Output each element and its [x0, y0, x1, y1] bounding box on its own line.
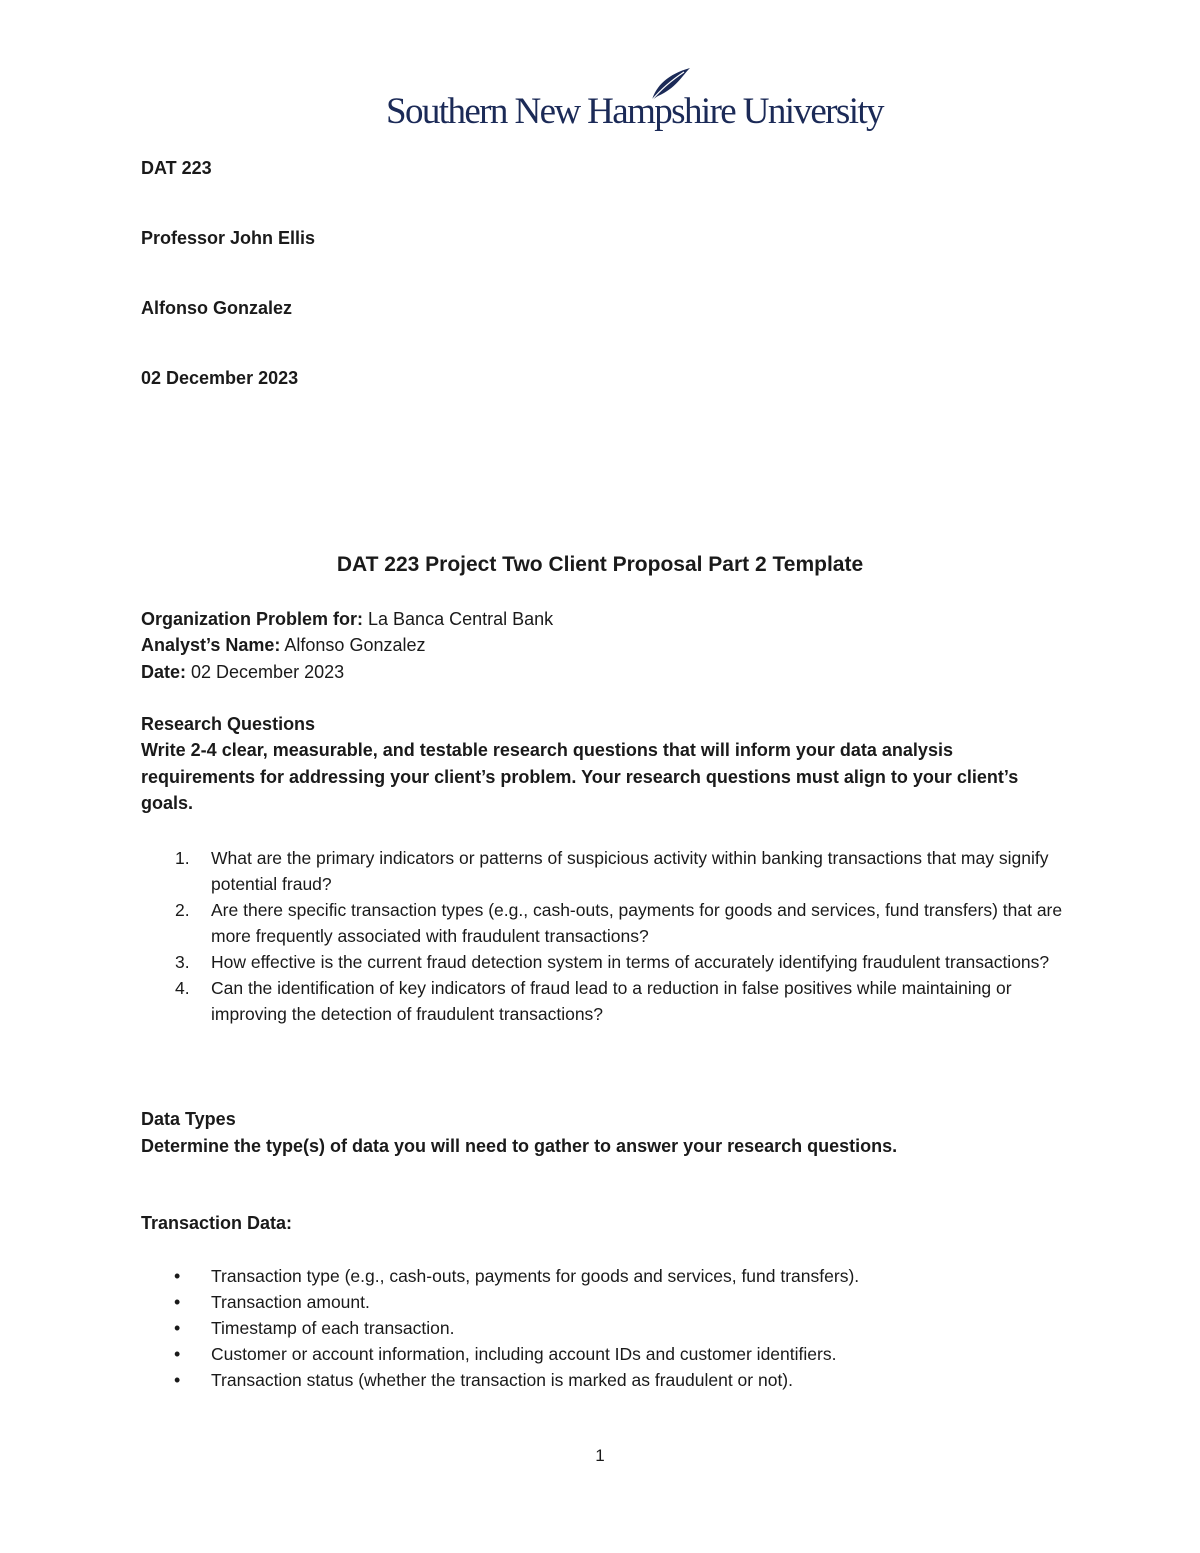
- list-item: [141, 1367, 1071, 1393]
- cover-date: 02 December 2023: [141, 368, 299, 388]
- list-item: [141, 975, 1071, 1027]
- meta-label: Organization Problem for:: [141, 609, 364, 629]
- list-item: [141, 897, 1071, 949]
- research-heading: Research Questions: [141, 714, 316, 734]
- list-item: [141, 1289, 1071, 1315]
- item-text: What are the primary indicators or patterns of suspicious activity within banking transactions that may signify potential fraud?: [211, 848, 1049, 894]
- meta-value: La Banca Central Bank: [363, 609, 554, 629]
- meta-value: Alfonso Gonzalez: [280, 635, 426, 655]
- meta-date: [141, 661, 344, 683]
- meta-organization: [141, 608, 553, 630]
- meta-analyst: [141, 634, 425, 656]
- item-text: Are there specific transaction types (e.g., cash-outs, payments for goods and services, fund transfers) that are more frequently associated with fraudulent transactions?: [211, 900, 1063, 946]
- bullet-icon: •: [174, 1344, 181, 1364]
- list-item: [141, 1341, 1071, 1367]
- list-item: [141, 949, 1071, 975]
- course-code: DAT 223: [141, 158, 212, 178]
- bullet-icon: •: [174, 1266, 181, 1286]
- student-name: Alfonso Gonzalez: [141, 298, 293, 318]
- meta-label: Analyst’s Name:: [141, 635, 281, 655]
- data-types-prompt: Determine the type(s) of data you will need to gather to answer your research questions.: [141, 1136, 898, 1156]
- bullet-icon: •: [174, 1318, 181, 1338]
- transaction-data-subheading: Transaction Data:: [141, 1213, 293, 1233]
- item-text: Customer or account information, including account IDs and customer identifiers.: [211, 1344, 837, 1364]
- meta-label: Date:: [141, 662, 187, 682]
- item-text: Can the identification of key indicators of fraud lead to a reduction in false positives while maintaining or improving the detection of fraudulent transactions?: [211, 978, 1012, 1024]
- university-logo: [386, 66, 883, 138]
- list-item: [141, 1315, 1071, 1341]
- item-text: How effective is the current fraud detection system in terms of accurately identifying fraudulent transactions?: [211, 952, 1050, 972]
- item-number: 4.: [175, 978, 190, 998]
- document-title: DAT 223 Project Two Client Proposal Part 2 Template: [336, 553, 864, 576]
- list-item: [141, 845, 1071, 897]
- research-questions-list: [141, 845, 1071, 1027]
- item-number: 2.: [175, 900, 190, 920]
- item-number: 1.: [175, 848, 190, 868]
- meta-value: 02 December 2023: [186, 662, 345, 682]
- bullet-icon: •: [174, 1292, 181, 1312]
- page-number: 1: [595, 1446, 605, 1465]
- item-text: Transaction type (e.g., cash-outs, payments for goods and services, fund transfers).: [211, 1266, 860, 1286]
- professor-name: Professor John Ellis: [141, 228, 316, 248]
- list-item: [141, 1263, 1071, 1289]
- item-text: Timestamp of each transaction.: [211, 1318, 455, 1338]
- item-text: Transaction amount.: [211, 1292, 370, 1312]
- bullet-icon: •: [174, 1370, 181, 1390]
- item-text: Transaction status (whether the transaction is marked as fraudulent or not).: [211, 1370, 793, 1390]
- logo-wordmark: Southern New Hampshire University: [386, 91, 883, 132]
- transaction-data-list: [141, 1263, 1071, 1393]
- item-number: 3.: [175, 952, 190, 972]
- research-prompt: Write 2-4 clear, measurable, and testable research questions that will inform your data analysis requirements for addressing your client’s problem. Your research questions must align to your client’s goals.: [141, 740, 1019, 813]
- data-types-heading: Data Types: [141, 1109, 236, 1129]
